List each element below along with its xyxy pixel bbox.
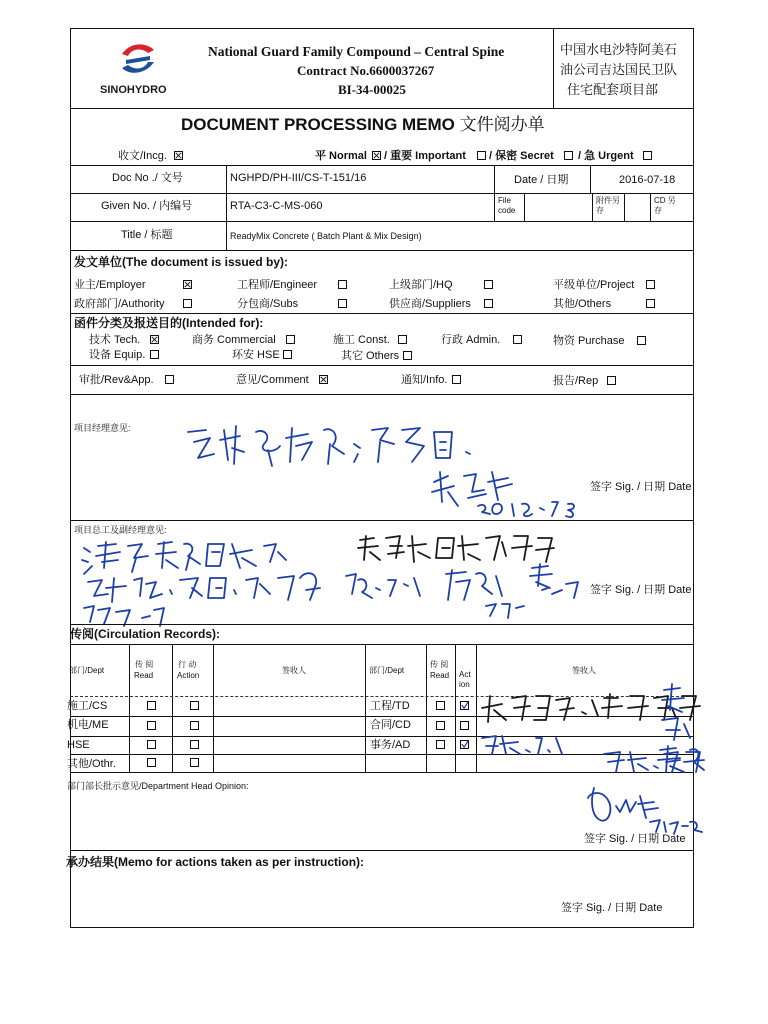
- urgency-urgent-label: / 急 Urgent: [578, 150, 634, 162]
- pm-opinion-label: 项目经理意见:: [74, 423, 131, 433]
- purpose-report-checkbox[interactable]: [607, 376, 616, 385]
- intended-purchase-label: 物资 Purchase: [553, 335, 625, 347]
- circ-left-cs-action-checkbox[interactable]: [190, 701, 199, 710]
- checkmark-icon: [461, 702, 468, 709]
- circ-left-dept-cs: 施工/CS: [67, 700, 108, 712]
- intended-commercial-label: 商务 Commercial: [192, 334, 276, 346]
- dept-head-label: 部门部长批示意见/Department Head Opinion:: [67, 781, 249, 791]
- circ-col-read-en-right: Read: [430, 671, 450, 680]
- circ-col-action-en-left: Action: [177, 671, 200, 680]
- memo-title-en: DOCUMENT PROCESSING MEMO: [181, 115, 455, 134]
- purpose-review-label: 审批/Rev&App.: [79, 374, 154, 386]
- title-label: Title / 标题: [121, 229, 173, 241]
- intended-equip-label: 设备 Equip.: [89, 349, 146, 361]
- purpose-info-checkbox[interactable]: [452, 375, 461, 384]
- doc-no-value: NGHPD/PH-III/CS-T-151/16: [230, 172, 367, 184]
- date-label: Date / 日期: [514, 174, 569, 186]
- intended-hse-checkbox[interactable]: [283, 350, 292, 359]
- chief-opinion-label: 项目总工及副经理意见:: [74, 525, 167, 535]
- circulation-heading: 传阅(Circulation Records):: [70, 627, 221, 641]
- intended-tech-checkbox[interactable]: [150, 335, 159, 344]
- intended-purchase-checkbox[interactable]: [637, 336, 646, 345]
- circ-col-action-right: Act ion: [459, 670, 471, 689]
- intended-tech-label: 技术 Tech.: [89, 334, 141, 346]
- issuer-hq-checkbox[interactable]: [484, 280, 493, 289]
- issued-by-heading: 发文单位(The document is issued by):: [74, 255, 289, 269]
- purpose-info-label: 通知/Info.: [401, 374, 448, 386]
- chief-sig-label: 签字 Sig. / 日期 Date: [590, 584, 692, 596]
- checkmark-icon: [461, 741, 468, 748]
- urgency-important-label: / 重要 Important: [384, 150, 466, 162]
- issuer-project-label: 平级单位/Project: [553, 279, 635, 291]
- circ-extra-signature: [600, 746, 710, 776]
- issuer-suppliers-label: 供应商/Suppliers: [389, 298, 471, 310]
- intended-equip-checkbox[interactable]: [150, 350, 159, 359]
- circ-right-dept-td: 工程/TD: [370, 700, 410, 712]
- circ-right-ad-action-checkbox[interactable]: [460, 740, 469, 749]
- circ-left-other-action-checkbox[interactable]: [190, 758, 199, 767]
- issuer-others-label: 其他/Others: [553, 298, 612, 310]
- reference-number: BI-34-00025: [338, 82, 406, 97]
- circ-col-dept-right: 部门/Dept: [369, 666, 405, 675]
- issuer-others-checkbox[interactable]: [646, 299, 655, 308]
- circ-left-me-read-checkbox[interactable]: [147, 721, 156, 730]
- intended-const-checkbox[interactable]: [398, 335, 407, 344]
- intended-others-label: 其它 Others: [341, 350, 400, 362]
- file-code-label: File code: [498, 196, 516, 215]
- circ-right-td-action-checkbox[interactable]: [460, 701, 469, 710]
- cd-label: CD 另存: [654, 196, 676, 215]
- project-title: National Guard Family Compound – Central Spine: [208, 44, 505, 59]
- contract-number: Contract No.6600037267: [297, 63, 435, 78]
- urgency-normal-checkbox[interactable]: [372, 151, 381, 160]
- doc-no-label: Doc No ./ 文号: [112, 172, 183, 184]
- intended-admin-checkbox[interactable]: [513, 335, 522, 344]
- circ-right-dept-cd: 合同/CD: [370, 719, 411, 731]
- memo-title-cn: 文件阅办单: [459, 115, 545, 134]
- issuer-engineer-label: 工程师/Engineer: [237, 279, 318, 291]
- purpose-comment-label: 意见/Comment: [236, 374, 309, 386]
- circ-col-dept-left: 部门/Dept: [69, 666, 105, 675]
- given-no-value: RTA-C3-C-MS-060: [230, 200, 323, 212]
- urgency-secret-checkbox[interactable]: [564, 151, 573, 160]
- logo-text: SINOHYDRO: [100, 84, 167, 96]
- circ-left-dept-other: 其他/Othr.: [67, 758, 116, 770]
- purpose-report-label: 报告/Rep: [553, 375, 599, 387]
- circ-col-signer-left: 签收人: [282, 666, 306, 675]
- memo-title: [181, 115, 545, 135]
- pm-signature: [428, 462, 588, 522]
- circ-left-other-read-checkbox[interactable]: [147, 758, 156, 767]
- issuer-project-checkbox[interactable]: [646, 280, 655, 289]
- circ-right-dept-ad: 事务/AD: [370, 739, 411, 751]
- intended-const-label: 施工 Const.: [333, 334, 390, 346]
- circ-left-dept-me: 机电/ME: [67, 719, 109, 731]
- issuer-subs-checkbox[interactable]: [338, 299, 347, 308]
- issuer-subs-label: 分包商/Subs: [237, 298, 299, 310]
- urgency-normal-label: 平 Normal: [315, 150, 367, 162]
- circ-left-hse-read-checkbox[interactable]: [147, 740, 156, 749]
- dept-head-signature: [586, 782, 710, 836]
- issuer-authority-label: 政府部门/Authority: [74, 298, 165, 310]
- circ-col-action-cn-left: 行 动: [178, 660, 197, 669]
- circ-right-td-read-checkbox[interactable]: [436, 701, 445, 710]
- circ-col-read-cn-right: 传 阅: [430, 660, 449, 669]
- circ-left-dept-hse: HSE: [67, 739, 90, 751]
- circ-right-cd-action-checkbox[interactable]: [460, 721, 469, 730]
- cn-header-line3: 住宅配套项目部: [567, 82, 659, 97]
- issuer-suppliers-checkbox[interactable]: [484, 299, 493, 308]
- incg-label: 收文/Incg.: [118, 150, 167, 162]
- circ-ad-signature: [478, 730, 578, 758]
- memo-actions-sig-label: 签字 Sig. / 日期 Date: [561, 902, 663, 914]
- circ-left-hse-action-checkbox[interactable]: [190, 740, 199, 749]
- issuer-employer-checkbox[interactable]: [183, 280, 192, 289]
- given-no-label: Given No. / 内编号: [101, 200, 193, 212]
- circ-left-cs-read-checkbox[interactable]: [147, 701, 156, 710]
- date-value: 2016-07-18: [619, 174, 676, 186]
- urgency-urgent-checkbox[interactable]: [643, 151, 652, 160]
- circ-left-me-action-checkbox[interactable]: [190, 721, 199, 730]
- intended-others-checkbox[interactable]: [403, 351, 412, 360]
- intended-admin-label: 行政 Admin.: [441, 334, 501, 346]
- cn-header-line1: 中国水电沙特阿美石: [560, 42, 678, 57]
- circ-col-signer-right: 签收人: [572, 666, 596, 675]
- intended-commercial-checkbox[interactable]: [286, 335, 295, 344]
- chief-handwritten-comment-left: [80, 538, 300, 628]
- intended-for-heading: 函件分类及报送目的(Intended for):: [74, 316, 264, 330]
- issuer-authority-checkbox[interactable]: [183, 299, 192, 308]
- memo-actions-label: 承办结果(Memo for actions taken as per instruction):: [66, 855, 365, 869]
- title-value: ReadyMix Concrete ( Batch Plant & Mix Design): [230, 231, 422, 241]
- cn-header-line2: 油公司吉达国民卫队: [560, 62, 678, 77]
- issuer-engineer-checkbox[interactable]: [338, 280, 347, 289]
- circ-right-ad-read-checkbox[interactable]: [436, 740, 445, 749]
- urgency-secret-label: / 保密 Secret: [489, 150, 554, 162]
- issuer-hq-label: 上级部门/HQ: [389, 279, 453, 291]
- circ-col-read-cn-left: 传 阅: [135, 660, 154, 669]
- issuer-employer-label: 业主/Employer: [74, 279, 146, 291]
- incg-checkbox[interactable]: [174, 151, 183, 160]
- urgency-important-checkbox[interactable]: [477, 151, 486, 160]
- pm-sig-label: 签字 Sig. / 日期 Date: [590, 481, 692, 493]
- chief-signatures: [296, 560, 596, 630]
- circ-right-cd-read-checkbox[interactable]: [436, 721, 445, 730]
- intended-hse-label: 环安 HSE: [232, 349, 280, 361]
- sinohydro-logo-icon: [116, 40, 160, 80]
- dept-head-sig-label: 签字 Sig. / 日期 Date: [584, 833, 686, 845]
- purpose-review-checkbox[interactable]: [165, 375, 174, 384]
- circ-col-read-en-left: Read: [134, 671, 154, 680]
- attach-label: 附件另存: [596, 196, 620, 215]
- purpose-comment-checkbox[interactable]: [319, 375, 328, 384]
